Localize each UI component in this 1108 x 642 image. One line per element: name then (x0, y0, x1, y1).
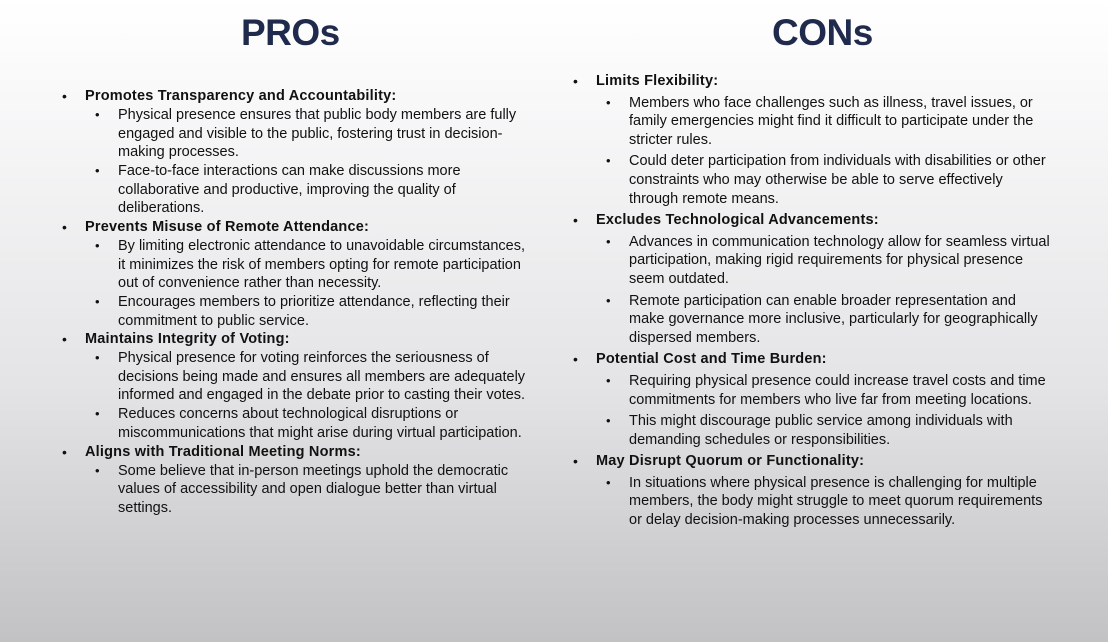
pros-item (62, 218, 532, 330)
pros-point: • Reduces concerns about technological disruptions or miscommunications that might arise during virtual participation. (85, 405, 532, 442)
pros-heading: • Prevents Misuse of Remote Attendance: (85, 218, 370, 235)
cons-item (573, 72, 1053, 208)
pros-point: • By limiting electronic attendance to unavoidable circumstances, it minimizes the risk of members opting for remote participation out of convenience rather than necessity. (85, 237, 532, 293)
cons-heading: • Potential Cost and Time Burden: (596, 351, 827, 368)
pros-point: • Physical presence ensures that public body members are fully engaged and visible to the public, fostering trust in decision-making processes. (85, 106, 532, 162)
cons-point: • Remote participation can enable broader representation and make governance more inclusive, particularly for geographically dispersed members. (596, 292, 1053, 348)
pros-heading: • Maintains Integrity of Voting: (85, 331, 290, 348)
pros-heading: • Aligns with Traditional Meeting Norms: (85, 443, 361, 460)
pros-item (62, 443, 532, 518)
cons-item (573, 350, 1053, 449)
cons-point: • This might discourage public service among individuals with demanding schedules or responsibilities. (596, 412, 1053, 449)
pros-point: • Face-to-face interactions can make discussions more collaborative and productive, improving the quality of deliberations. (85, 162, 532, 218)
cons-heading: • Excludes Technological Advancements: (596, 212, 879, 229)
pros-item (62, 87, 532, 218)
pros-point: • Physical presence for voting reinforces the seriousness of decisions being made and ensures all members are adequately informed and engaged in the debate prior to casting their votes. (85, 349, 532, 405)
pros-heading: • Promotes Transparency and Accountability: (85, 88, 397, 104)
cons-point: • Requiring physical presence could increase travel costs and time commitments for members who live far from meeting locations. (596, 372, 1053, 409)
cons-point: • Advances in communication technology allow for seamless virtual participation, making rigid requirements for physical presence seem outdated. (596, 233, 1053, 289)
cons-point: • Could deter participation from individuals with disabilities or other constraints who may otherwise be able to serve effectively through remote means. (596, 152, 1053, 208)
cons-point: • Members who face challenges such as illness, travel issues, or family emergencies might find it difficult to participate under the stricter rules. (596, 94, 1053, 150)
pros-point: • Encourages members to prioritize attendance, reflecting their commitment to public service. (85, 293, 532, 330)
cons-point: • In situations where physical presence is challenging for multiple members, the body might struggle to meet quorum requirements or delay decision-making processes unnecessarily. (596, 474, 1053, 530)
cons-list (573, 72, 1053, 533)
cons-title: CONs (772, 12, 873, 53)
cons-heading: • May Disrupt Quorum or Functionality: (596, 453, 865, 470)
pros-point: • Some believe that in-person meetings uphold the democratic values of accessibility and open dialogue better than virtual settings. (85, 462, 532, 518)
pros-list (62, 87, 532, 517)
cons-item (573, 211, 1053, 347)
pros-item (62, 330, 532, 442)
cons-item (573, 452, 1053, 529)
pros-title: PROs (241, 12, 340, 53)
cons-heading: • Limits Flexibility: (596, 73, 719, 89)
